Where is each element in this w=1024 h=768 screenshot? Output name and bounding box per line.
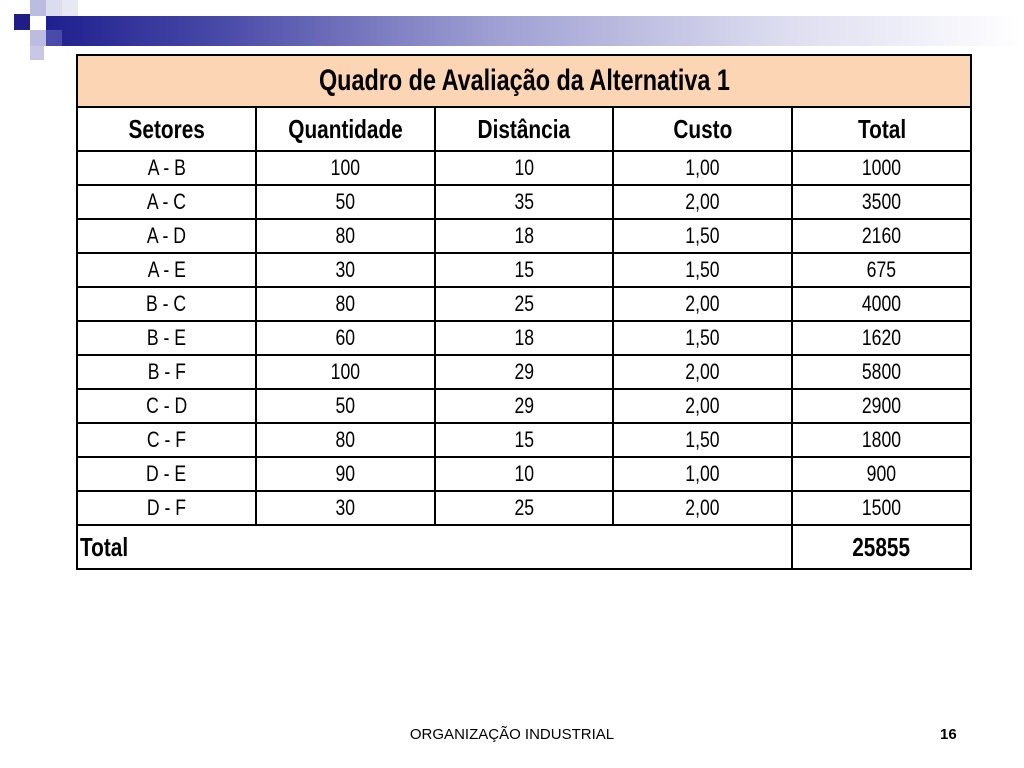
table-cell: A - C (77, 185, 256, 219)
table-cell: 5800 (792, 355, 971, 389)
table-cell: 90 (256, 457, 435, 491)
table-cell: 2,00 (613, 491, 792, 525)
table-cell: A - E (77, 253, 256, 287)
table-cell: C - F (77, 423, 256, 457)
decorative-square (46, 30, 62, 46)
table-cell: 18 (435, 219, 614, 253)
table-row (77, 253, 971, 287)
table-row (77, 321, 971, 355)
table-row (77, 287, 971, 321)
evaluation-table-container (76, 54, 972, 570)
table-cell: 60 (256, 321, 435, 355)
table-row (77, 219, 971, 253)
table-cell: 30 (256, 253, 435, 287)
footer-title: ORGANIZAÇÃO INDUSTRIAL (409, 726, 615, 743)
table-cell: 10 (435, 457, 614, 491)
table-row (77, 491, 971, 525)
table-cell: 80 (256, 287, 435, 321)
column-header: Quantidade (256, 107, 435, 151)
table-row (77, 185, 971, 219)
table-cell: A - B (77, 151, 256, 185)
table-cell: 2,00 (613, 389, 792, 423)
table-cell: 1,50 (613, 423, 792, 457)
table-cell: 2,00 (613, 287, 792, 321)
column-header: Setores (77, 107, 256, 151)
total-row (77, 525, 971, 569)
table-cell: B - C (77, 287, 256, 321)
table-cell: A - D (77, 219, 256, 253)
table-cell: 1500 (792, 491, 971, 525)
table-cell: 1000 (792, 151, 971, 185)
table-cell: 4000 (792, 287, 971, 321)
table-cell: 1800 (792, 423, 971, 457)
decorative-square (46, 0, 62, 16)
decorative-square (14, 30, 30, 46)
table-cell: 2160 (792, 219, 971, 253)
table-cell: 50 (256, 185, 435, 219)
table-cell: 1,50 (613, 253, 792, 287)
table-cell: 35 (435, 185, 614, 219)
table-row (77, 423, 971, 457)
table-row (77, 151, 971, 185)
page-number: 16 (940, 726, 957, 743)
table-cell: B - F (77, 355, 256, 389)
table-cell: 15 (435, 253, 614, 287)
column-header: Distância (435, 107, 614, 151)
table-cell: 100 (256, 355, 435, 389)
decorative-square (30, 30, 46, 46)
evaluation-table (76, 54, 972, 570)
table-title: Quadro de Avaliação da Alternativa 1 (77, 55, 971, 107)
decorative-square (14, 14, 30, 30)
table-cell: 1,00 (613, 457, 792, 491)
header-gradient-bar (46, 16, 1024, 46)
table-cell: 10 (435, 151, 614, 185)
decorative-square (62, 0, 78, 16)
table-cell: 2900 (792, 389, 971, 423)
table-cell: 1,50 (613, 321, 792, 355)
table-cell: 18 (435, 321, 614, 355)
table-cell: 80 (256, 219, 435, 253)
table-cell: 80 (256, 423, 435, 457)
header-row (77, 107, 971, 151)
table-row (77, 355, 971, 389)
column-header: Custo (613, 107, 792, 151)
table-cell: 675 (792, 253, 971, 287)
table-cell: 2,00 (613, 355, 792, 389)
table-cell: D - E (77, 457, 256, 491)
decorative-square (30, 46, 44, 60)
table-cell: D - F (77, 491, 256, 525)
table-cell: 1,00 (613, 151, 792, 185)
table-cell: 50 (256, 389, 435, 423)
table-cell: 1620 (792, 321, 971, 355)
table-cell: 29 (435, 389, 614, 423)
table-cell: 25 (435, 491, 614, 525)
table-cell: 2,00 (613, 185, 792, 219)
total-label: Total (77, 525, 792, 569)
table-cell: 29 (435, 355, 614, 389)
decorative-square (30, 0, 46, 16)
table-row (77, 389, 971, 423)
total-value: 25855 (792, 525, 971, 569)
table-row (77, 457, 971, 491)
table-cell: C - D (77, 389, 256, 423)
table-cell: 900 (792, 457, 971, 491)
table-cell: B - E (77, 321, 256, 355)
table-cell: 30 (256, 491, 435, 525)
table-cell: 25 (435, 287, 614, 321)
column-header: Total (792, 107, 971, 151)
table-cell: 15 (435, 423, 614, 457)
table-cell: 100 (256, 151, 435, 185)
table-cell: 1,50 (613, 219, 792, 253)
table-cell: 3500 (792, 185, 971, 219)
